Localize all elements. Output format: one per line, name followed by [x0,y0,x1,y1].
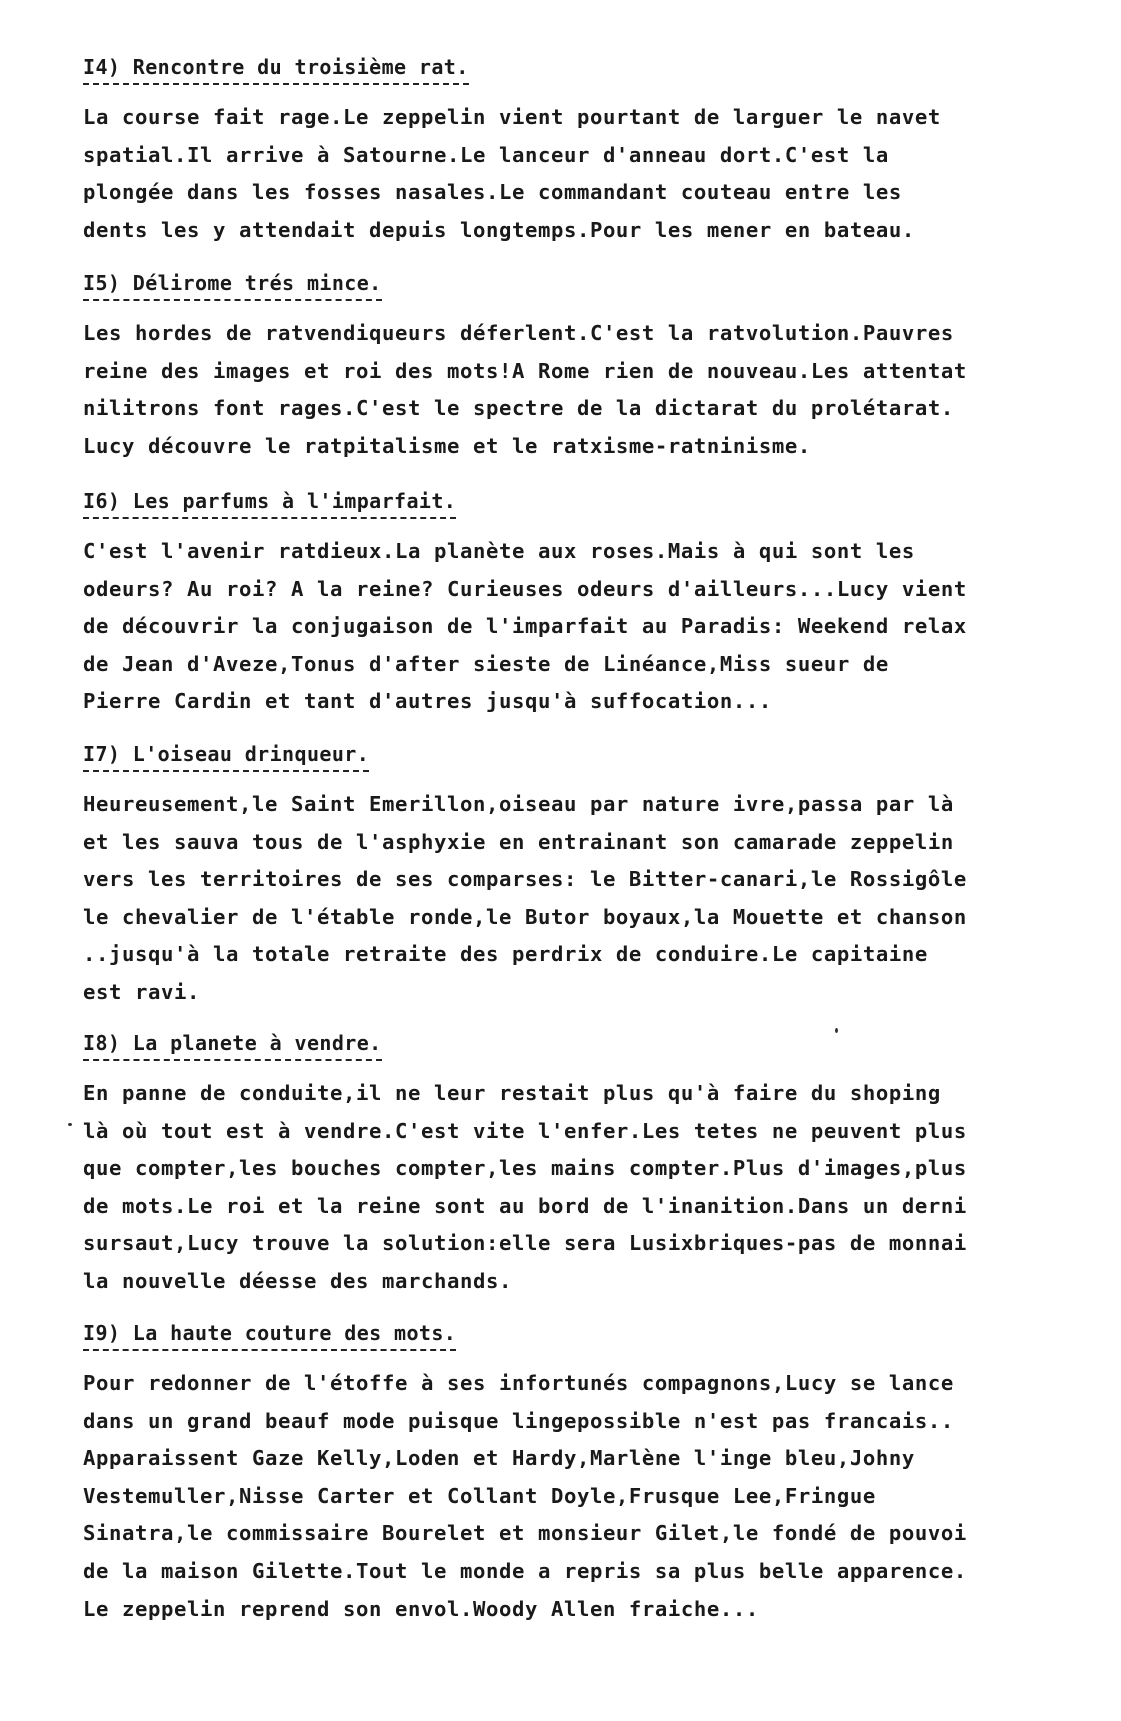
text-line: Pierre Cardin et tant d'autres jusqu'à suffocation... [83,689,772,714]
text-line: de la maison Gilette.Tout le monde a repris sa plus belle apparence. [83,1558,967,1583]
section-heading: I4) Rencontre du troisième rat. [83,54,469,85]
text-line: Pour redonner de l'étoffe à ses infortunés compagnons,Lucy se lance [83,1371,954,1395]
section-heading: I9) La haute couture des mots. [83,1320,456,1351]
section-body [83,1075,1121,1301]
text-line: de Jean d'Aveze,Tonus d'after sieste de Linéance,Miss sueur de [83,651,889,676]
text-line: En panne de conduite,il ne leur restait plus qu'à faire du shoping [83,1081,941,1105]
text-line: dans un grand beauf mode puisque lingepossible n'est pas francais.. [83,1408,954,1433]
text-line: plongée dans les fosses nasales.Le commandant couteau entre les [83,180,902,205]
section-17 [83,741,1121,1012]
ink-speck [68,1123,72,1126]
text-line: et les sauva tous de l'asphyxie en entrainant son camarade zeppelin [83,829,954,854]
text-line: Lucy découvre le ratpitalisme et le ratxisme-ratninisme. [83,433,811,458]
section-19 [83,1320,1121,1628]
section-14 [83,54,1121,249]
text-line: ..jusqu'à la totale retraite des perdrix de conduire.Le capitaine [83,942,928,967]
text-line: reine des images et roi des mots!A Rome rien de nouveau.Les attentat [83,358,967,383]
text-line: Les hordes de ratvendiqueurs déferlent.C'est la ratvolution.Pauvres [83,321,954,345]
text-line: C'est l'avenir ratdieux.La planète aux roses.Mais à qui sont les [83,539,915,563]
section-15 [83,270,1121,465]
text-line: là où tout est à vendre.C'est vite l'enfer.Les tetes ne peuvent plus [83,1118,967,1143]
section-18 [83,1030,1121,1301]
text-line: Le zeppelin reprend son envol.Woody Allen fraiche... [83,1596,759,1621]
text-line: spatial.Il arrive à Satourne.Le lanceur d'anneau dort.C'est la [83,142,889,167]
text-line: le chevalier de l'étable ronde,le Butor boyaux,la Mouette et chanson [83,904,967,929]
section-body [83,533,1121,721]
text-line: nilitrons font rages.C'est le spectre de la dictarat du prolétarat. [83,396,954,421]
text-line: de découvrir la conjugaison de l'imparfait au Paradis: Weekend relax [83,614,967,639]
text-line: Sinatra,le commissaire Bourelet et monsieur Gilet,le fondé de pouvoi [83,1521,967,1546]
ink-speck [835,1028,838,1033]
section-body [83,315,1121,465]
section-body [83,1365,1121,1628]
text-line: vers les territoires de ses comparses: le Bitter-canari,le Rossigôle [83,867,967,892]
text-line: Heureusement,le Saint Emerillon,oiseau par nature ivre,passa par là [83,792,954,816]
text-line: Apparaissent Gaze Kelly,Loden et Hardy,Marlène l'inge bleu,Johny [83,1446,915,1471]
text-line: odeurs? Au roi? A la reine? Curieuses odeurs d'ailleurs...Lucy vient [83,576,967,601]
section-16 [83,488,1121,721]
text-line: Vestemuller,Nisse Carter et Collant Doyle,Frusque Lee,Fringue [83,1483,876,1508]
text-line: de mots.Le roi et la reine sont au bord de l'inanition.Dans un derni [83,1193,967,1218]
text-line: sursaut,Lucy trouve la solution:elle sera Lusixbriques-pas de monnai [83,1231,967,1256]
text-line: dents les y attendait depuis longtemps.Pour les mener en bateau. [83,217,915,242]
section-heading: I8) La planete à vendre. [83,1030,382,1061]
text-line: est ravi. [83,979,200,1004]
section-body [83,786,1121,1012]
section-heading: I5) Délirome trés mince. [83,270,382,301]
text-line: la nouvelle déesse des marchands. [83,1268,512,1293]
text-line: que compter,les bouches compter,les mains compter.Plus d'images,plus [83,1156,967,1181]
section-heading: I7) L'oiseau drinqueur. [83,741,369,772]
text-line: La course fait rage.Le zeppelin vient pourtant de larguer le navet [83,105,941,129]
section-body [83,99,1121,249]
section-heading: I6) Les parfums à l'imparfait. [83,488,456,519]
